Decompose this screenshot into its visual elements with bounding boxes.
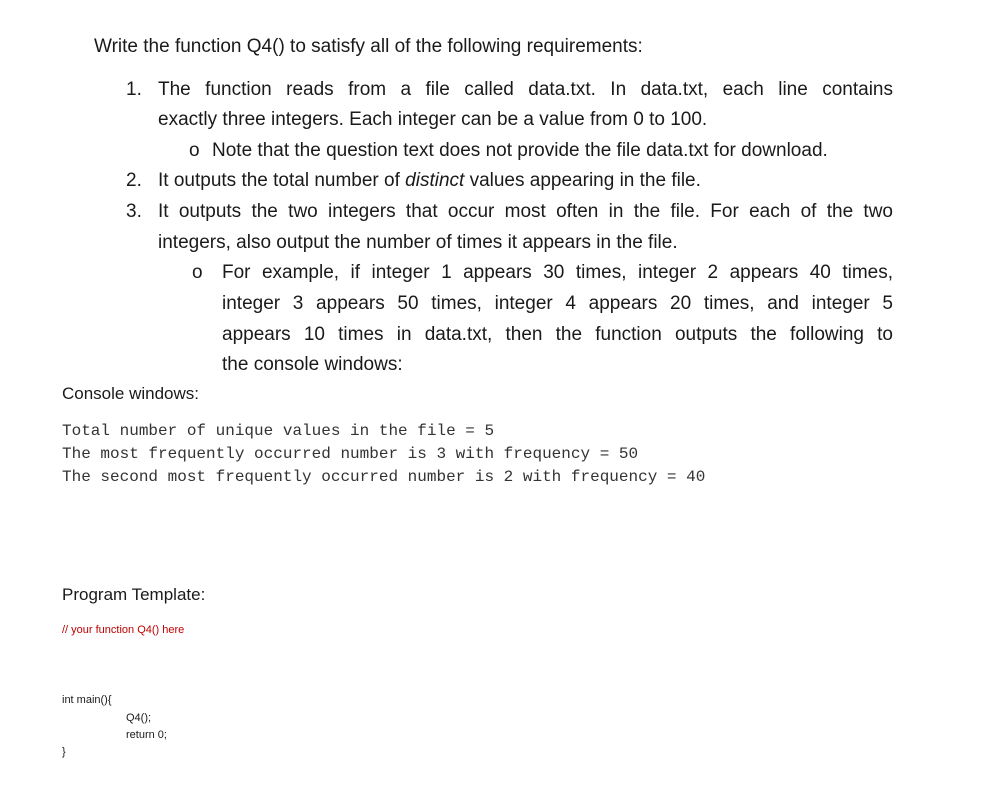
template-comment: // your function Q4() here [62, 624, 185, 636]
req2-emphasis: distinct [405, 170, 465, 191]
req3-example-line3: appears 10 times in data.txt, then the function outputs the following to [222, 324, 893, 345]
req3-line1: It outputs the two integers that occur most often in the file. For each of the two [158, 201, 893, 222]
req2-number: 2. [126, 170, 142, 191]
req3-number: 3. [126, 201, 142, 222]
req2-after: values appearing in the file. [464, 170, 701, 191]
req3-bullet: o [192, 262, 203, 283]
req3-example-line2: integer 3 appears 50 times, integer 4 appears 20 times, and integer 5 [222, 293, 893, 314]
req1-number: 1. [126, 79, 142, 100]
req1-line1: The function reads from a file called data.txt. In data.txt, each line contains [158, 79, 893, 100]
req1-bullet: o [189, 140, 200, 161]
console-line1: Total number of unique values in the file = 5 [62, 422, 495, 440]
console-heading: Console windows: [62, 384, 200, 403]
req3-example-line4: the console windows: [222, 354, 403, 375]
req2-before: It outputs the total number of [158, 170, 406, 191]
template-close: } [62, 746, 66, 758]
template-return: return 0; [126, 729, 167, 741]
req2-text [158, 166, 701, 196]
req1-note: Note that the question text does not provide the file data.txt for download. [212, 140, 828, 161]
template-call: Q4(); [126, 712, 152, 724]
req3-line2: integers, also output the number of times it appears in the file. [158, 232, 678, 253]
question-title: Write the function Q4() to satisfy all of the following requirements: [94, 36, 643, 57]
template-heading: Program Template: [62, 585, 206, 604]
console-line3: The second most frequently occurred number is 2 with frequency = 40 [62, 468, 706, 486]
console-line2: The most frequently occurred number is 3 with frequency = 50 [62, 445, 639, 463]
template-main-open: int main(){ [62, 694, 112, 706]
req3-example-line1: For example, if integer 1 appears 30 times, integer 2 appears 40 times, [222, 262, 893, 283]
req1-line2: exactly three integers. Each integer can be a value from 0 to 100. [158, 109, 708, 130]
